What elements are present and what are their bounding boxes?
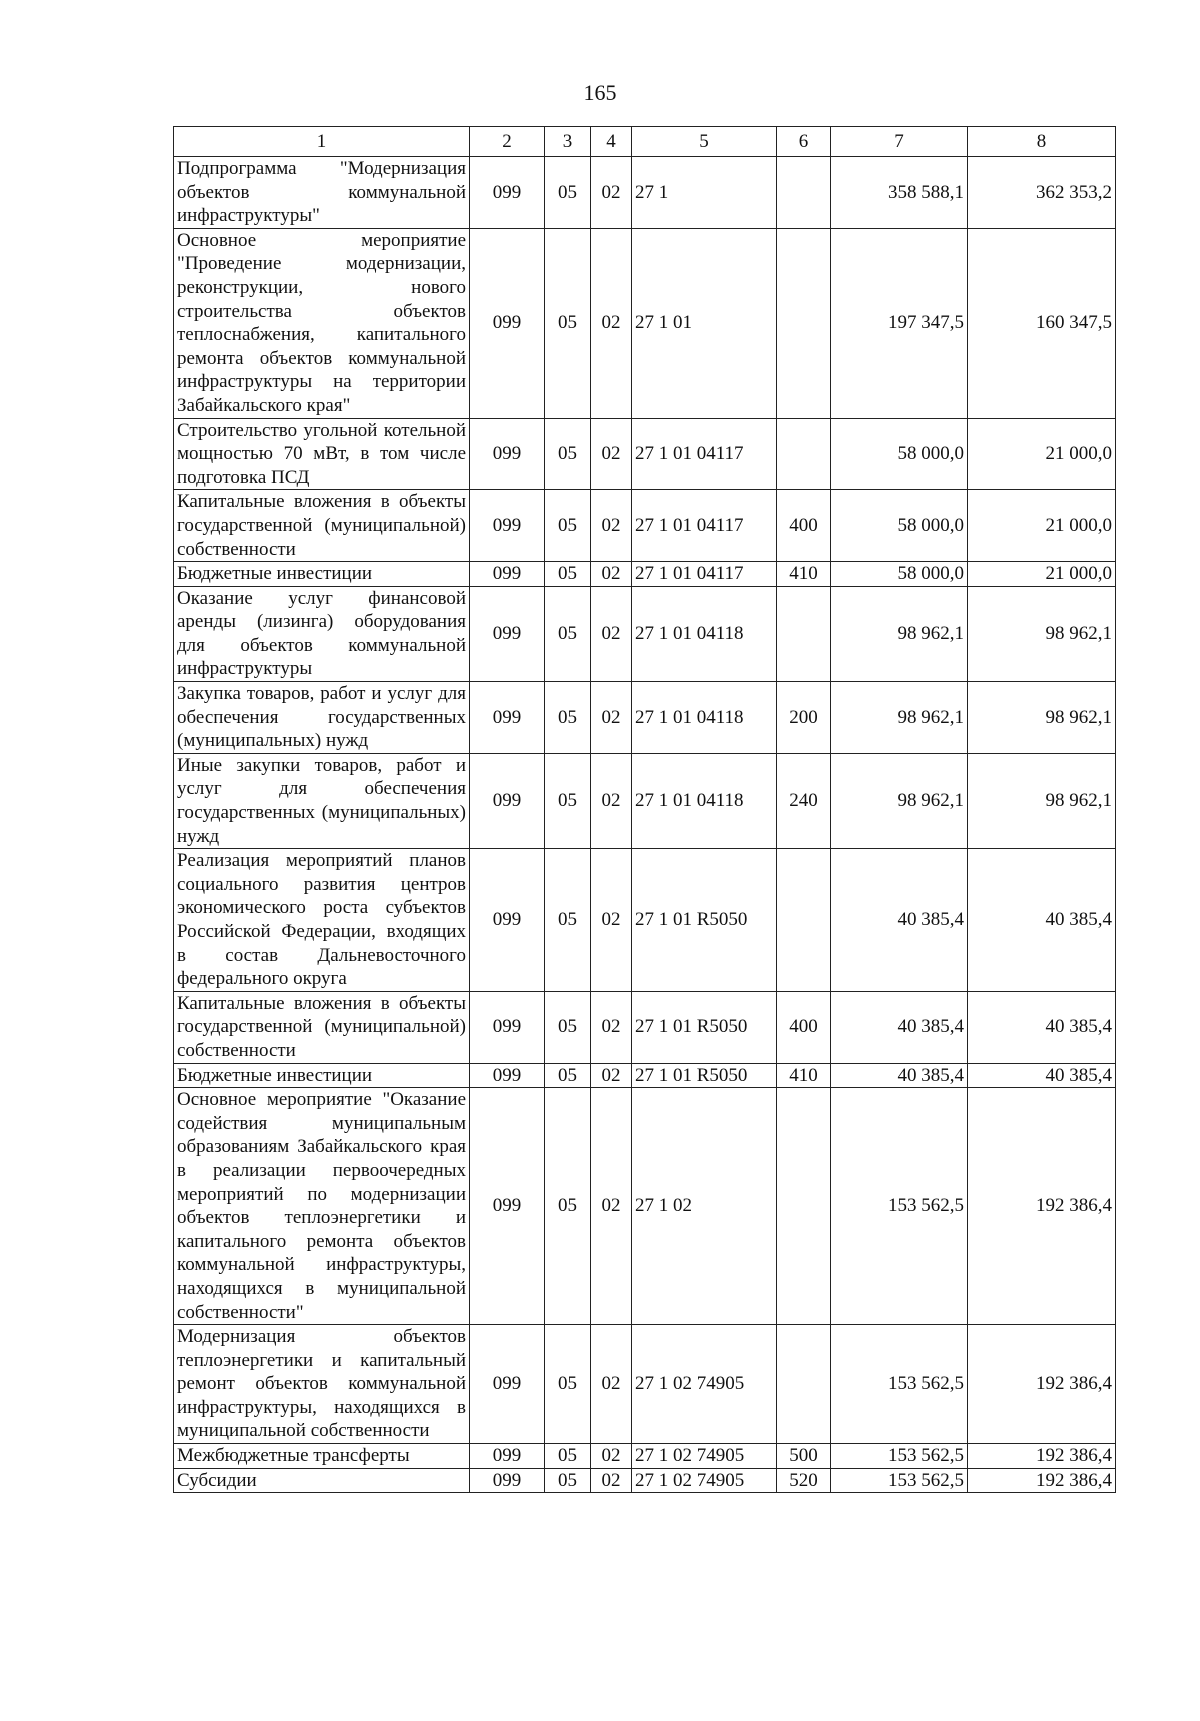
row-name-cell: Строительство угольной котельной мощностью 70 мВт, в том числе подготовка ПСД (174, 418, 470, 490)
row-name-cell: Закупка товаров, работ и услуг для обеспечения государственных (муниципальных) нужд (174, 682, 470, 754)
page-number: 165 (583, 80, 617, 105)
table-row (174, 849, 1116, 992)
target-article-cell: 27 1 01 04118 (632, 753, 777, 848)
row-name-cell: Капитальные вложения в объекты государственной (муниципальной) собственности (174, 991, 470, 1063)
column-header: 8 (968, 127, 1116, 157)
expense-type-cell (777, 1088, 831, 1325)
row-name-cell: Бюджетные инвестиции (174, 1063, 470, 1088)
expense-type-cell: 240 (777, 753, 831, 848)
amount-year1-cell: 40 385,4 (831, 849, 968, 992)
amount-year2-cell: 40 385,4 (968, 1063, 1116, 1088)
section-cell: 05 (545, 562, 591, 587)
target-article-cell: 27 1 01 04118 (632, 586, 777, 681)
section-cell: 05 (545, 490, 591, 562)
expense-type-cell (777, 157, 831, 229)
table-row (174, 1444, 1116, 1469)
amount-year1-cell: 98 962,1 (831, 682, 968, 754)
row-name-cell: Иные закупки товаров, работ и услуг для обеспечения государственных (муниципальных) нужд (174, 753, 470, 848)
row-name-cell: Реализация мероприятий планов социального развития центров экономического роста субъектов Российской Федерации, входящих в состав Дальневосточного федерального округа (174, 849, 470, 992)
subsection-cell: 02 (591, 490, 632, 562)
target-article-cell: 27 1 01 04118 (632, 682, 777, 754)
admin-code-cell: 099 (470, 1063, 545, 1088)
section-cell: 05 (545, 228, 591, 418)
section-cell: 05 (545, 1325, 591, 1444)
admin-code-cell: 099 (470, 562, 545, 587)
section-cell: 05 (545, 991, 591, 1063)
admin-code-cell: 099 (470, 157, 545, 229)
amount-year2-cell: 21 000,0 (968, 418, 1116, 490)
row-name-cell: Оказание услуг финансовой аренды (лизинга) оборудования для объектов коммунальной инфраструктуры (174, 586, 470, 681)
amount-year1-cell: 58 000,0 (831, 490, 968, 562)
subsection-cell: 02 (591, 228, 632, 418)
target-article-cell: 27 1 01 R5050 (632, 1063, 777, 1088)
row-name-cell: Межбюджетные трансферты (174, 1444, 470, 1469)
amount-year1-cell: 98 962,1 (831, 753, 968, 848)
amount-year1-cell: 40 385,4 (831, 1063, 968, 1088)
amount-year2-cell: 192 386,4 (968, 1444, 1116, 1469)
table-row (174, 586, 1116, 681)
row-name-cell: Основное мероприятие "Проведение модернизации, реконструкции, нового строительства объектов теплоснабжения, капитального ремонта объектов коммунальной инфраструктуры на территории Забайкальского края" (174, 228, 470, 418)
column-header: 6 (777, 127, 831, 157)
section-cell: 05 (545, 1444, 591, 1469)
column-header: 4 (591, 127, 632, 157)
budget-table (173, 126, 1116, 1493)
column-header: 2 (470, 127, 545, 157)
amount-year1-cell: 58 000,0 (831, 562, 968, 587)
target-article-cell: 27 1 02 74905 (632, 1325, 777, 1444)
table-body (174, 157, 1116, 1493)
target-article-cell: 27 1 01 04117 (632, 418, 777, 490)
section-cell: 05 (545, 682, 591, 754)
amount-year1-cell: 153 562,5 (831, 1088, 968, 1325)
admin-code-cell: 099 (470, 991, 545, 1063)
subsection-cell: 02 (591, 586, 632, 681)
row-name-cell: Субсидии (174, 1468, 470, 1493)
subsection-cell: 02 (591, 753, 632, 848)
header-row (174, 127, 1116, 157)
section-cell: 05 (545, 157, 591, 229)
admin-code-cell: 099 (470, 1468, 545, 1493)
table-row (174, 1063, 1116, 1088)
section-cell: 05 (545, 586, 591, 681)
amount-year1-cell: 197 347,5 (831, 228, 968, 418)
admin-code-cell: 099 (470, 418, 545, 490)
expense-type-cell (777, 418, 831, 490)
row-name-cell: Подпрограмма "Модернизация объектов коммунальной инфраструктуры" (174, 157, 470, 229)
amount-year1-cell: 358 588,1 (831, 157, 968, 229)
subsection-cell: 02 (591, 1063, 632, 1088)
admin-code-cell: 099 (470, 849, 545, 992)
expense-type-cell: 410 (777, 562, 831, 587)
subsection-cell: 02 (591, 849, 632, 992)
amount-year1-cell: 98 962,1 (831, 586, 968, 681)
table-row (174, 228, 1116, 418)
amount-year2-cell: 40 385,4 (968, 991, 1116, 1063)
amount-year1-cell: 58 000,0 (831, 418, 968, 490)
table-row (174, 157, 1116, 229)
amount-year2-cell: 192 386,4 (968, 1468, 1116, 1493)
target-article-cell: 27 1 01 (632, 228, 777, 418)
expense-type-cell: 400 (777, 991, 831, 1063)
amount-year1-cell: 153 562,5 (831, 1325, 968, 1444)
table-row (174, 753, 1116, 848)
target-article-cell: 27 1 01 R5050 (632, 991, 777, 1063)
amount-year2-cell: 362 353,2 (968, 157, 1116, 229)
row-name-cell: Модернизация объектов теплоэнергетики и капитальный ремонт объектов коммунальной инфраструктуры, находящихся в муниципальной собственности (174, 1325, 470, 1444)
amount-year2-cell: 98 962,1 (968, 753, 1116, 848)
amount-year2-cell: 192 386,4 (968, 1325, 1116, 1444)
section-cell: 05 (545, 418, 591, 490)
column-header: 3 (545, 127, 591, 157)
section-cell: 05 (545, 753, 591, 848)
expense-type-cell (777, 849, 831, 992)
subsection-cell: 02 (591, 682, 632, 754)
expense-type-cell (777, 1325, 831, 1444)
admin-code-cell: 099 (470, 682, 545, 754)
section-cell: 05 (545, 1468, 591, 1493)
target-article-cell: 27 1 02 74905 (632, 1468, 777, 1493)
section-cell: 05 (545, 1088, 591, 1325)
subsection-cell: 02 (591, 1444, 632, 1469)
target-article-cell: 27 1 01 04117 (632, 562, 777, 587)
subsection-cell: 02 (591, 1325, 632, 1444)
expense-type-cell (777, 586, 831, 681)
column-header: 1 (174, 127, 470, 157)
table-row (174, 562, 1116, 587)
subsection-cell: 02 (591, 1088, 632, 1325)
admin-code-cell: 099 (470, 586, 545, 681)
amount-year2-cell: 160 347,5 (968, 228, 1116, 418)
admin-code-cell: 099 (470, 1325, 545, 1444)
subsection-cell: 02 (591, 418, 632, 490)
amount-year2-cell: 98 962,1 (968, 586, 1116, 681)
table-row (174, 991, 1116, 1063)
row-name-cell: Капитальные вложения в объекты государственной (муниципальной) собственности (174, 490, 470, 562)
amount-year2-cell: 40 385,4 (968, 849, 1116, 992)
target-article-cell: 27 1 02 74905 (632, 1444, 777, 1469)
target-article-cell: 27 1 02 (632, 1088, 777, 1325)
section-cell: 05 (545, 849, 591, 992)
column-header: 7 (831, 127, 968, 157)
subsection-cell: 02 (591, 1468, 632, 1493)
section-cell: 05 (545, 1063, 591, 1088)
table-row (174, 1468, 1116, 1493)
table-row (174, 418, 1116, 490)
expense-type-cell: 400 (777, 490, 831, 562)
amount-year2-cell: 192 386,4 (968, 1088, 1116, 1325)
admin-code-cell: 099 (470, 228, 545, 418)
admin-code-cell: 099 (470, 490, 545, 562)
expense-type-cell: 200 (777, 682, 831, 754)
subsection-cell: 02 (591, 157, 632, 229)
table-row (174, 1325, 1116, 1444)
row-name-cell: Бюджетные инвестиции (174, 562, 470, 587)
expense-type-cell: 410 (777, 1063, 831, 1088)
expense-type-cell: 520 (777, 1468, 831, 1493)
amount-year2-cell: 98 962,1 (968, 682, 1116, 754)
amount-year1-cell: 40 385,4 (831, 991, 968, 1063)
subsection-cell: 02 (591, 562, 632, 587)
target-article-cell: 27 1 01 R5050 (632, 849, 777, 992)
amount-year2-cell: 21 000,0 (968, 562, 1116, 587)
column-header: 5 (632, 127, 777, 157)
amount-year1-cell: 153 562,5 (831, 1468, 968, 1493)
row-name-cell: Основное мероприятие "Оказание содействия муниципальным образованиям Забайкальского края в реализации первоочередных мероприятий по модернизации объектов теплоэнергетики и капитального ремонта объектов коммунальной инфраструктуры, находящихся в муниципальной собственности" (174, 1088, 470, 1325)
amount-year2-cell: 21 000,0 (968, 490, 1116, 562)
table-row (174, 490, 1116, 562)
expense-type-cell: 500 (777, 1444, 831, 1469)
expense-type-cell (777, 228, 831, 418)
subsection-cell: 02 (591, 991, 632, 1063)
admin-code-cell: 099 (470, 753, 545, 848)
admin-code-cell: 099 (470, 1088, 545, 1325)
table-row (174, 682, 1116, 754)
admin-code-cell: 099 (470, 1444, 545, 1469)
amount-year1-cell: 153 562,5 (831, 1444, 968, 1469)
target-article-cell: 27 1 (632, 157, 777, 229)
target-article-cell: 27 1 01 04117 (632, 490, 777, 562)
table-row (174, 1088, 1116, 1325)
